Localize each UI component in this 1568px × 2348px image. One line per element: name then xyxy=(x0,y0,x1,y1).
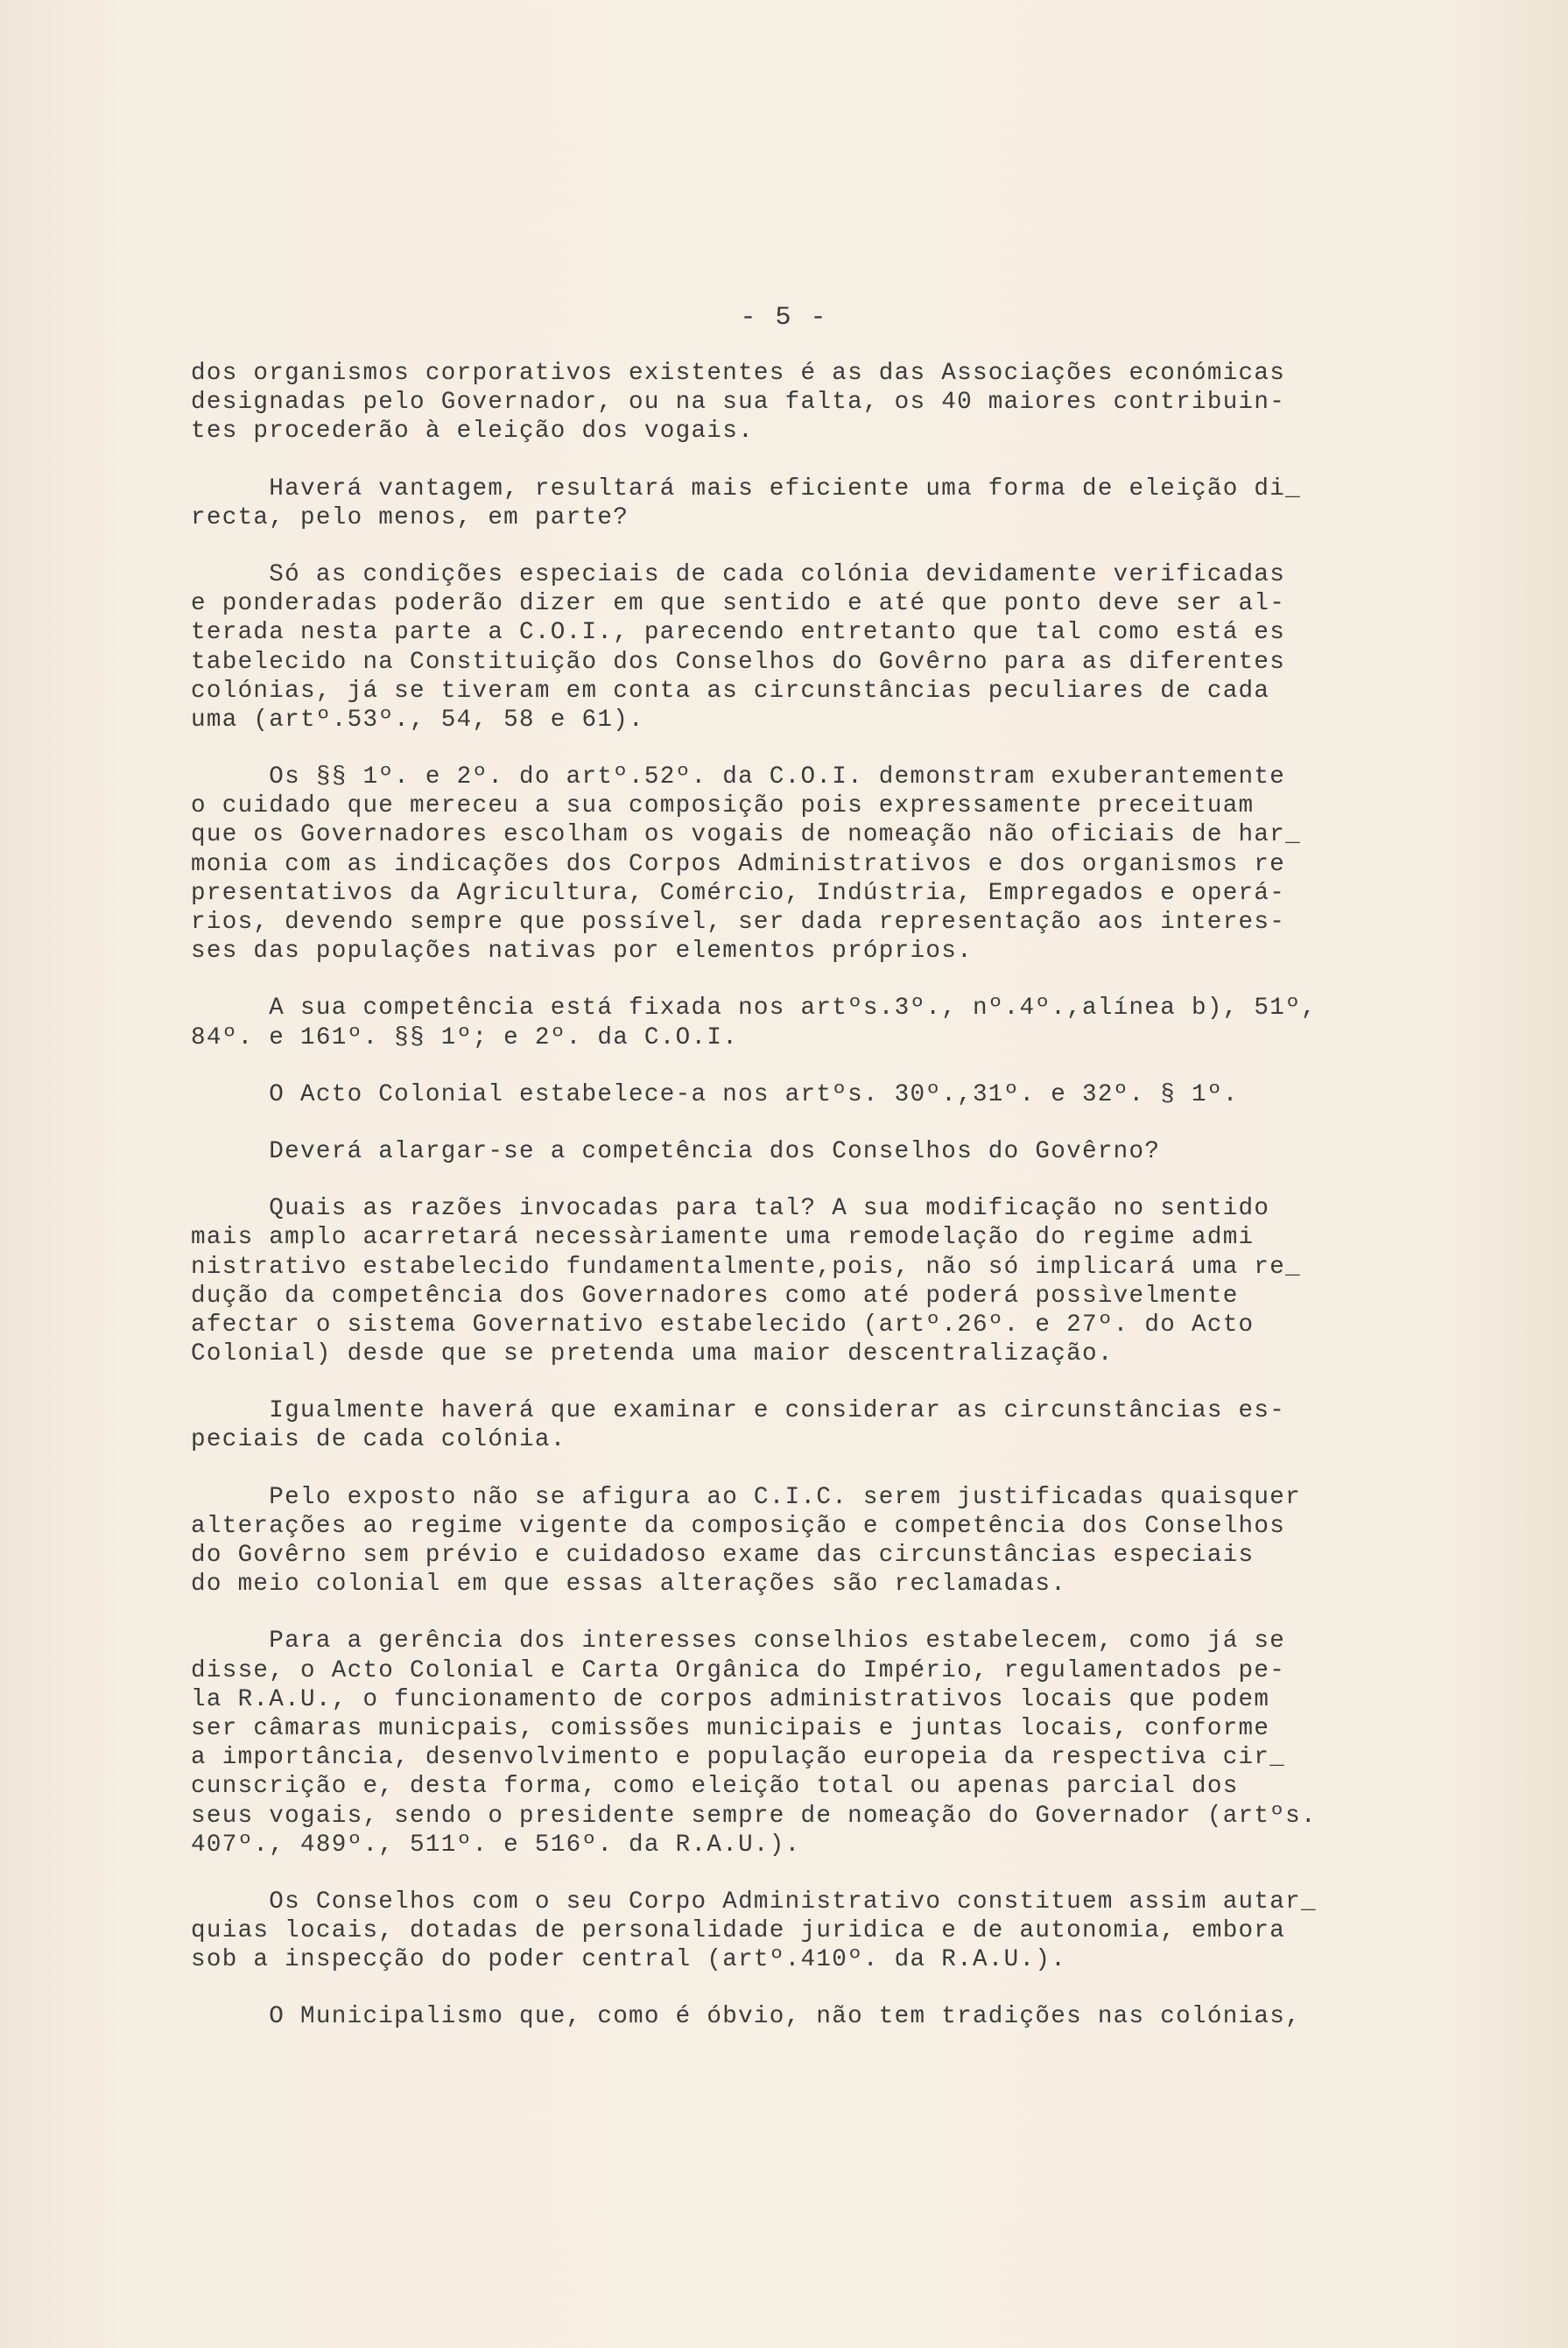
text-line: sob a inspecção do poder central (artº.410º. da R.A.U.). xyxy=(191,1946,1067,1974)
text-line: Quais as razões invocadas para tal? A sua modificação no sentido xyxy=(191,1195,1270,1223)
paragraph xyxy=(191,763,1434,966)
text-line: que os Governadores escolham os vogais de nomeação não oficiais de har_ xyxy=(191,821,1301,849)
text-line: monia com as indicações dos Corpos Administrativos e dos organismos re xyxy=(191,850,1286,878)
text-line: presentativos da Agricultura, Comércio, Indústria, Empregados e operá- xyxy=(191,879,1286,907)
text-line: dos organismos corporativos existentes é as das Associações económicas xyxy=(191,360,1286,387)
paragraph xyxy=(191,2002,1434,2031)
text-line: a importância, desenvolvimento e população europeia da respectiva cir_ xyxy=(191,1744,1286,1772)
text-line: ser câmaras municpais, comissões municipais e juntas locais, conforme xyxy=(191,1714,1270,1742)
text-line: quias locais, dotadas de personalidade juridica e de autonomia, embora xyxy=(191,1917,1286,1945)
text-line: seus vogais, sendo o presidente sempre de nomeação do Governador (artºs. xyxy=(191,1802,1317,1830)
paragraph xyxy=(191,475,1434,532)
paragraph xyxy=(191,1888,1434,1975)
text-line: peciais de cada colónia. xyxy=(191,1426,566,1454)
text-line: Deverá alargar-se a competência dos Conselhos do Govêrno? xyxy=(191,1137,1161,1165)
text-line: Pelo exposto não se afigura ao C.I.C. serem justificadas quaisquer xyxy=(191,1483,1301,1511)
text-line: la R.A.U., o funcionamento de corpos administrativos locais que podem xyxy=(191,1685,1270,1713)
text-line: nistrativo estabelecido fundamentalmente,pois, não só implicará uma re_ xyxy=(191,1253,1301,1281)
text-line: Os §§ 1º. e 2º. do artº.52º. da C.O.I. demonstram exuberantemente xyxy=(191,763,1286,791)
text-line: Colonial) desde que se pretenda uma maior descentralização. xyxy=(191,1340,1114,1368)
text-line: o cuidado que mereceu a sua composição pois expressamente preceituam xyxy=(191,792,1255,820)
text-line: 407º., 489º., 511º. e 516º. da R.A.U.). xyxy=(191,1831,801,1859)
paragraph xyxy=(191,1080,1434,1109)
paragraph xyxy=(191,994,1434,1051)
text-line: rios, devendo sempre que possível, ser dada representação aos interes- xyxy=(191,909,1286,936)
text-line: disse, o Acto Colonial e Carta Orgânica do Império, regulamentados pe- xyxy=(191,1656,1286,1684)
text-line: terada nesta parte a C.O.I., parecendo entretanto que tal como está es xyxy=(191,619,1286,647)
paragraph xyxy=(191,1137,1434,1166)
text-line: A sua competência está fixada nos artºs.3º., nº.4º.,alínea b), 51º, xyxy=(191,995,1317,1023)
text-line: Haverá vantagem, resultará mais eficiente uma forma de eleição di_ xyxy=(191,475,1301,503)
text-line: alterações ao regime vigente da composição e competência dos Conselhos xyxy=(191,1512,1286,1540)
paragraph xyxy=(191,560,1434,735)
text-line: e ponderadas poderão dizer em que sentido e até que ponto deve ser al- xyxy=(191,590,1286,618)
text-line: recta, pelo menos, em parte? xyxy=(191,503,629,531)
paragraph xyxy=(191,1627,1434,1859)
paragraph xyxy=(191,359,1434,446)
text-line: uma (artº.53º., 54, 58 e 61). xyxy=(191,706,644,734)
text-line: mais amplo acarretará necessàriamente uma remodelação do regime admi xyxy=(191,1224,1255,1252)
text-line: designadas pelo Governador, ou na sua falta, os 40 maiores contribuin- xyxy=(191,389,1286,417)
text-line: Igualmente haverá que examinar e considerar as circunstâncias es- xyxy=(191,1397,1286,1425)
text-line: do Govêrno sem prévio e cuidadoso exame das circunstâncias especiais xyxy=(191,1542,1255,1569)
text-line: Só as condições especiais de cada colónia devidamente verificadas xyxy=(191,560,1286,588)
text-line: O Municipalismo que, como é óbvio, não tem tradições nas colónias, xyxy=(191,2003,1301,2031)
text-line: Os Conselhos com o seu Corpo Administrativo constituem assim autar_ xyxy=(191,1888,1317,1916)
paragraph xyxy=(191,1396,1434,1454)
text-line: O Acto Colonial estabelece-a nos artºs. 30º.,31º. e 32º. § 1º. xyxy=(191,1080,1239,1108)
document-body xyxy=(191,359,1434,2060)
text-line: 84º. e 161º. §§ 1º; e 2º. da C.O.I. xyxy=(191,1023,739,1051)
paragraph xyxy=(191,1194,1434,1368)
text-line: tabelecido na Constituição dos Conselhos do Govêrno para as diferentes xyxy=(191,648,1286,676)
text-line: do meio colonial em que essas alterações são reclamadas. xyxy=(191,1571,1067,1599)
page-number: - 5 - xyxy=(740,303,828,333)
text-line: Para a gerência dos interesses conselhios estabelecem, como já se xyxy=(191,1627,1286,1656)
text-line: tes procederão à eleição dos vogais. xyxy=(191,418,754,446)
text-line: colónias, já se tiveram em conta as circunstâncias peculiares de cada xyxy=(191,677,1270,705)
text-line: afectar o sistema Governativo estabelecido (artº.26º. e 27º. do Acto xyxy=(191,1311,1255,1339)
text-line: cunscrição e, desta forma, como eleição total ou apenas parcial dos xyxy=(191,1773,1239,1801)
paragraph xyxy=(191,1483,1434,1599)
text-line: dução da competência dos Governadores como até poderá possìvelmente xyxy=(191,1282,1239,1310)
text-line: ses das populações nativas por elementos próprios. xyxy=(191,938,973,966)
